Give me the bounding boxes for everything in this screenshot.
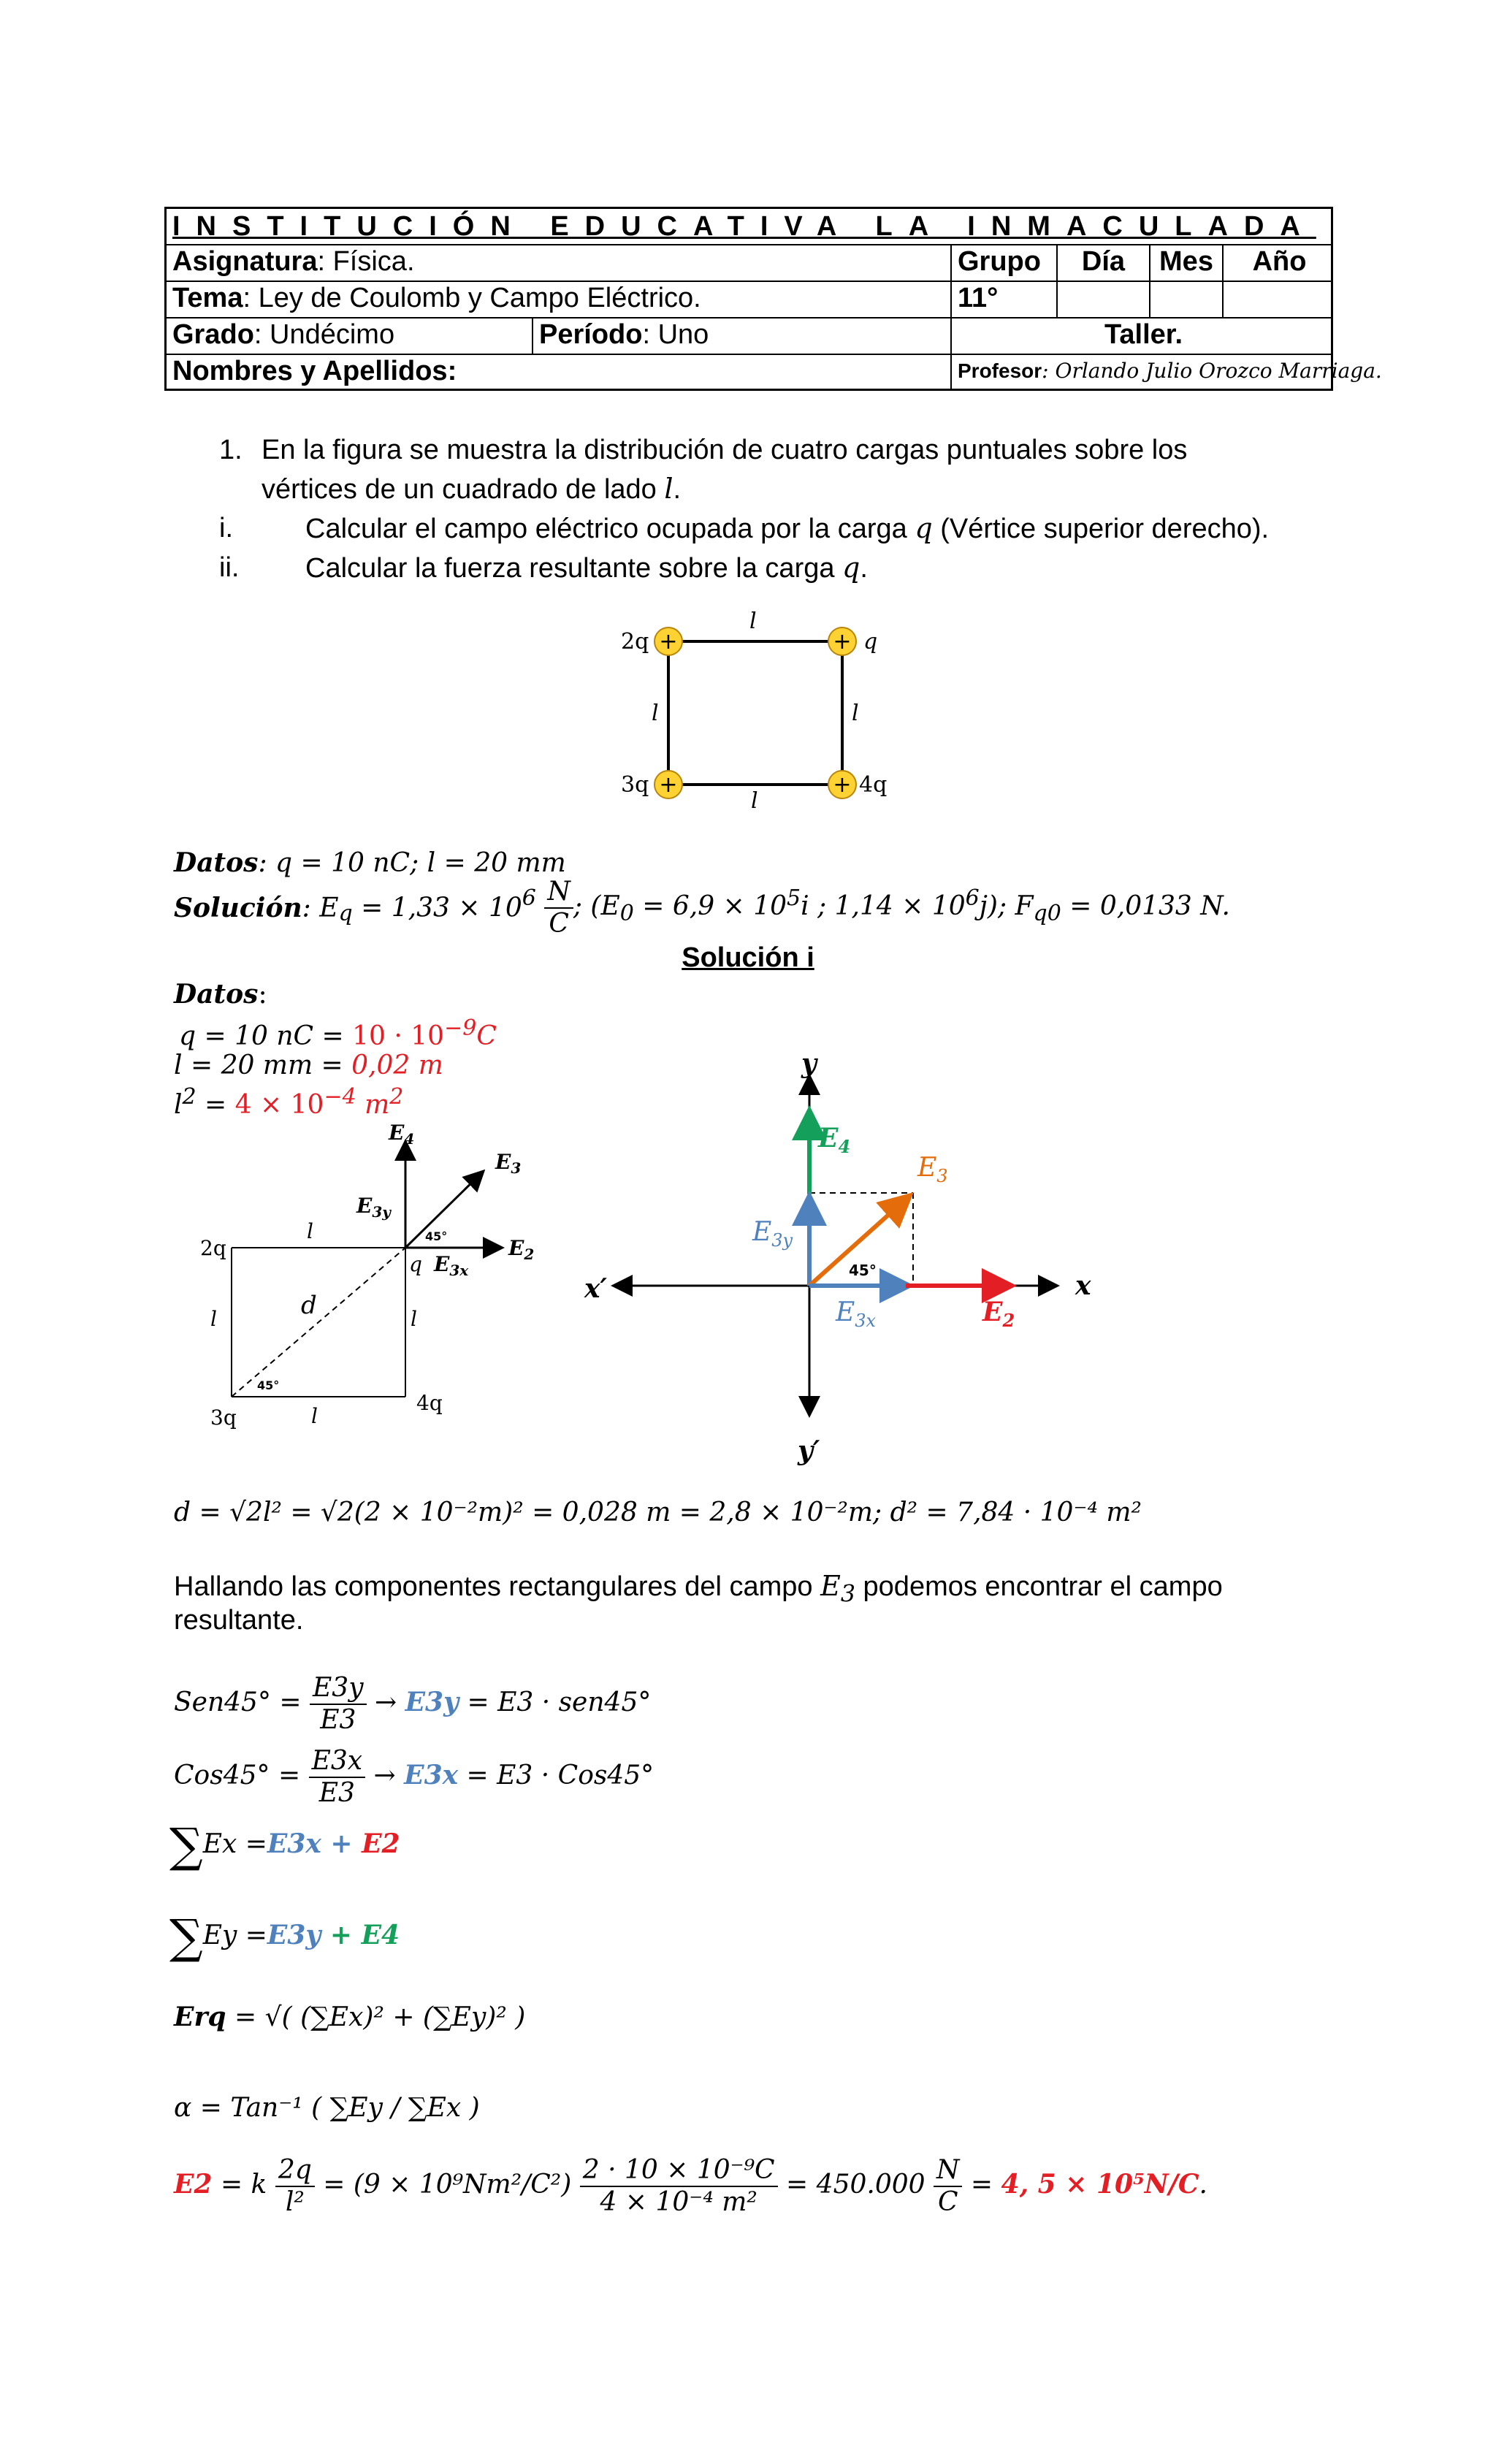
grade-label: Grado: [172, 319, 254, 350]
paragraph-var: E: [820, 1570, 841, 1602]
e2-end: .: [1199, 2170, 1207, 2200]
sumx-blue: E3x: [267, 1828, 321, 1859]
datos-label: Datos: [174, 847, 259, 878]
e2-f3-den: C: [937, 2187, 958, 2217]
sen-arrow: →: [366, 1687, 405, 1717]
sen-var: E3y: [405, 1687, 459, 1717]
solucion-post: ; (E: [573, 891, 620, 921]
datos2-l2-red: 4 × 10: [234, 1090, 324, 1120]
year-value-cell: [1222, 281, 1335, 317]
svg-text:+: +: [833, 772, 852, 798]
square-charges-figure: [606, 606, 898, 818]
label-q: q: [409, 1252, 422, 1276]
sen-lhs: Sen45° =: [174, 1687, 310, 1717]
solucion-frac-den: C: [549, 909, 569, 939]
period-value: : Uno: [642, 319, 709, 350]
header-row-subject: [167, 244, 1331, 282]
solucion-post4: j); F: [979, 891, 1034, 921]
charge-bottom-left: [654, 771, 682, 798]
e2-f1-num: 2q: [275, 2155, 315, 2187]
label-3q: 3q: [621, 772, 649, 798]
solucion-mid: = 1,33 × 10: [352, 893, 522, 923]
label-l-top: l: [307, 1219, 313, 1243]
grade-value: : Undécimo: [253, 319, 395, 350]
label-y-prime: y′: [798, 1435, 820, 1466]
cos-den: E3: [318, 1778, 355, 1808]
label-2q: 2q: [200, 1236, 226, 1260]
label-E3: $E_3$: [917, 1153, 948, 1186]
svg-text:+: +: [659, 629, 678, 655]
solucion-label: Solución: [174, 893, 302, 923]
label-x-prime: x′: [584, 1273, 607, 1304]
header-row-institution: [167, 209, 1331, 245]
label-E3x: $E_{3x}$: [836, 1297, 877, 1331]
teacher-cell: [950, 354, 1382, 389]
datos2-colon: :: [258, 980, 267, 1010]
topic-cell: [167, 281, 950, 317]
solucion-summary: [174, 877, 1230, 950]
datos2-q: [179, 1015, 497, 1051]
axes-vectors-figure: [577, 1045, 1110, 1468]
diagonal-d: [232, 1248, 405, 1397]
paragraph-text-a: Hallando las componentes rectangulares del campo: [174, 1571, 821, 1602]
grade-cell: [167, 317, 532, 354]
sub-item-ii-end: .: [860, 553, 868, 584]
label-side-bottom: l: [751, 788, 758, 814]
label-E3: $E_3$: [495, 1150, 522, 1177]
e2-mid2: = (9 × 10⁹Nm²/C²): [314, 2170, 580, 2200]
e2-eq: =: [962, 2170, 1001, 2200]
header-row-topic: [167, 281, 1331, 319]
sigma-icon: ∑: [169, 1819, 203, 1873]
square-sides: [668, 641, 842, 785]
datos2-heading: [174, 979, 267, 1010]
label-x: x: [1075, 1270, 1091, 1301]
names-label: Nombres y Apellidos:: [172, 356, 457, 386]
sub-item-i-text: Calcular el campo eléctrico ocupada por la carga: [305, 514, 915, 544]
datos2-l2-red-exp: −4: [324, 1084, 356, 1110]
solucion-frac-num: N: [544, 877, 573, 909]
angle-45-top: 45°: [425, 1229, 448, 1243]
teacher-label: Profesor: [958, 359, 1042, 382]
header-row-grade: [167, 317, 1331, 355]
datos2-l2-red-end: m: [356, 1090, 390, 1120]
sub-item-i-var: q: [915, 512, 933, 544]
sen45-equation: [174, 1673, 651, 1736]
solucion-post-sub: 0: [619, 901, 634, 927]
datos-content: : q = 10 nC; l = 20 mm: [258, 848, 566, 878]
problem-line-2-end: .: [673, 474, 682, 505]
sub-item-i-number: i.: [219, 513, 233, 543]
e2-equation: [174, 2155, 1207, 2218]
erq-rhs: = √( (∑Ex)² + (∑Ey)² ): [234, 2002, 526, 2032]
sub-item-ii-number: ii.: [219, 552, 240, 583]
sum-ex-equation: [169, 1819, 400, 1873]
sen-den: E3: [320, 1705, 356, 1735]
label-E2: $E_2$: [982, 1297, 1015, 1331]
label-l-left: l: [210, 1307, 217, 1331]
sen-fraction: [310, 1673, 367, 1736]
solucion-fraction: [544, 877, 573, 939]
month-value-cell: [1149, 281, 1222, 317]
e2-f1-den: l²: [285, 2187, 305, 2217]
period-cell: [532, 317, 950, 354]
e2-result: 4, 5 × 10⁵N/C: [1001, 2169, 1199, 2200]
subject-value: : Física.: [317, 246, 415, 277]
datos2-l: [174, 1050, 443, 1080]
e2-lhs: E2: [174, 2169, 213, 2200]
datos2-l2: [174, 1084, 403, 1120]
label-y: y: [801, 1048, 817, 1079]
header-table: [164, 207, 1382, 391]
svg-text:+: +: [833, 629, 852, 655]
sub-item-ii-text: Calcular la fuerza resultante sobre la carga: [305, 553, 843, 584]
sen-num: E3y: [310, 1673, 367, 1705]
paragraph-text-b: podemos encontrar el campo: [855, 1571, 1223, 1602]
day-label: Día: [1056, 244, 1149, 281]
label-side-right: l: [852, 701, 859, 726]
problem-line-2-text: vértices de un cuadrado de lado: [262, 474, 665, 505]
label-q: q: [863, 629, 878, 655]
e2-f2-num: 2 · 10 × 10⁻⁹C: [580, 2155, 778, 2187]
subject-cell: [167, 244, 950, 281]
datos2-l2-exp: 2: [182, 1084, 196, 1110]
datos2-label: Datos: [174, 979, 259, 1010]
workshop-label: Taller.: [950, 317, 1335, 354]
label-side-left: l: [652, 701, 659, 726]
angle-45-bottom: 45°: [257, 1378, 280, 1392]
topic-value: : Ley de Coulomb y Campo Eléctrico.: [243, 283, 701, 313]
svg-text:+: +: [659, 772, 678, 798]
charge-top-right: [828, 628, 856, 655]
label-E3y: $E_{3y}$: [752, 1217, 793, 1251]
solucion-post-exp2: 6: [965, 885, 980, 911]
solucion-pre: : E: [302, 893, 339, 923]
solucion-post5: = 0,0133 N.: [1061, 891, 1230, 921]
problem-number: 1.: [219, 435, 243, 465]
datos2-q-red-end: C: [476, 1021, 497, 1051]
datos2-l2-eq: =: [196, 1090, 235, 1120]
sub-item-i: [305, 509, 1269, 548]
datos2-l2-black: l: [174, 1090, 183, 1120]
cos-num: E3x: [309, 1746, 366, 1778]
angle-45: 45°: [849, 1262, 877, 1279]
label-E3y: $E_{3y}$: [356, 1194, 391, 1221]
distance-equation: d = √2l² = √2(2 × 10⁻²m)² = 0,028 m = 2,8 × 10⁻²m; d² = 7,84 · 10⁻⁴ m²: [174, 1498, 1142, 1527]
label-3q: 3q: [210, 1405, 237, 1430]
label-d: d: [301, 1291, 317, 1320]
month-label: Mes: [1149, 244, 1222, 281]
e2-fraction-2: [580, 2155, 778, 2218]
problem-line-1: En la figura se muestra la distribución de cuatro cargas puntuales sobre los: [262, 435, 1188, 465]
sumx-red: E2: [362, 1828, 400, 1859]
datos2-q-red: 10 · 10: [352, 1021, 445, 1051]
label-l-right: l: [411, 1307, 417, 1331]
label-2q: 2q: [621, 629, 649, 655]
sumy-blue: E3y: [267, 1920, 321, 1950]
label-E3x: $E_{3x}$: [434, 1252, 469, 1279]
sub-item-ii-var: q: [842, 552, 860, 584]
label-4q: 4q: [416, 1391, 443, 1415]
group-value: 11°: [950, 281, 1056, 317]
label-E4: $E_4$: [389, 1121, 415, 1148]
charge-bottom-right: [828, 771, 856, 798]
problem-line-2-var: l: [664, 473, 673, 505]
sumy-lhs: Ey =: [202, 1921, 267, 1950]
header-row-names: [167, 354, 1382, 389]
datos-summary: [174, 847, 566, 878]
sigma-icon: ∑: [169, 1910, 203, 1964]
solucion-pre-sub: q: [338, 901, 353, 927]
sumx-plus: +: [321, 1828, 362, 1859]
solucion-exp: 6: [522, 885, 536, 911]
sen-rhs: = E3 · sen45°: [459, 1687, 652, 1717]
label-side-top: l: [749, 609, 757, 634]
institution-name: INSTITUCIÓN EDUCATIVA LA INMACULADA: [172, 211, 1316, 242]
paragraph-line-1: [174, 1567, 1223, 1614]
group-label: Grupo: [950, 244, 1056, 281]
day-value-cell: [1056, 281, 1149, 317]
charge-top-left: [654, 628, 682, 655]
cos-rhs: = E3 · Cos45°: [458, 1761, 654, 1790]
paragraph-var-sub: 3: [840, 1581, 855, 1608]
year-label: Año: [1222, 244, 1335, 281]
paragraph-line-2: resultante.: [174, 1605, 304, 1636]
datos2-l-black: l = 20 mm =: [174, 1050, 352, 1080]
e2-fraction-3: [934, 2155, 963, 2218]
datos2-l-red: 0,02 m: [351, 1050, 443, 1080]
alpha-equation: α = Tan⁻¹ ( ∑Ey / ∑Ex ): [174, 2093, 480, 2123]
datos2-q-red-exp: −9: [444, 1015, 477, 1041]
sub-item-i-end: (Vértice superior derecho).: [932, 514, 1270, 544]
label-4q: 4q: [859, 772, 888, 798]
cos-lhs: Cos45° =: [174, 1761, 309, 1790]
label-E4: $E_4$: [818, 1123, 851, 1157]
solucion-post-exp: 5: [787, 885, 801, 911]
cos-fraction: [309, 1746, 366, 1809]
sum-ey-equation: [169, 1910, 400, 1964]
sub-item-ii: [305, 549, 868, 587]
e2-f2-den: 4 × 10⁻⁴ m²: [600, 2187, 757, 2217]
sumy-green: E4: [361, 1920, 400, 1950]
solucion-post2: = 6,9 × 10: [633, 891, 787, 921]
problem-line-2: [262, 470, 681, 508]
datos2-q-black: q = 10 nC =: [179, 1021, 353, 1051]
sumx-lhs: Ex =: [202, 1829, 267, 1859]
period-label: Período: [539, 319, 643, 350]
topic-label: Tema: [172, 283, 243, 313]
label-E2: $E_2$: [508, 1236, 535, 1263]
datos2-l2-red-exp2: 2: [389, 1084, 404, 1110]
cos-arrow: →: [365, 1761, 405, 1790]
subject-label: Asignatura: [172, 246, 318, 277]
e2-mid3: = 450.000: [777, 2170, 934, 2200]
cos45-equation: [174, 1746, 654, 1809]
field-vectors-square-figure: [197, 1118, 562, 1439]
label-l-bottom: l: [311, 1404, 318, 1428]
teacher-value: : Orlando Julio Orozco Marriaga.: [1042, 359, 1382, 383]
e2-fraction-1: [275, 2155, 315, 2218]
solucion-post-sub2: q0: [1033, 901, 1061, 927]
erq-equation: [174, 2002, 525, 2032]
solucion-post3: i ; 1,14 × 10: [801, 891, 966, 921]
e2-mid: = k: [212, 2170, 275, 2200]
cos-var: E3x: [404, 1760, 459, 1790]
erq-lhs: Erq: [174, 2002, 226, 2032]
sumy-plus: +: [321, 1920, 362, 1950]
solution-title: Solución i: [682, 942, 814, 973]
e2-f3-num: N: [934, 2155, 963, 2187]
